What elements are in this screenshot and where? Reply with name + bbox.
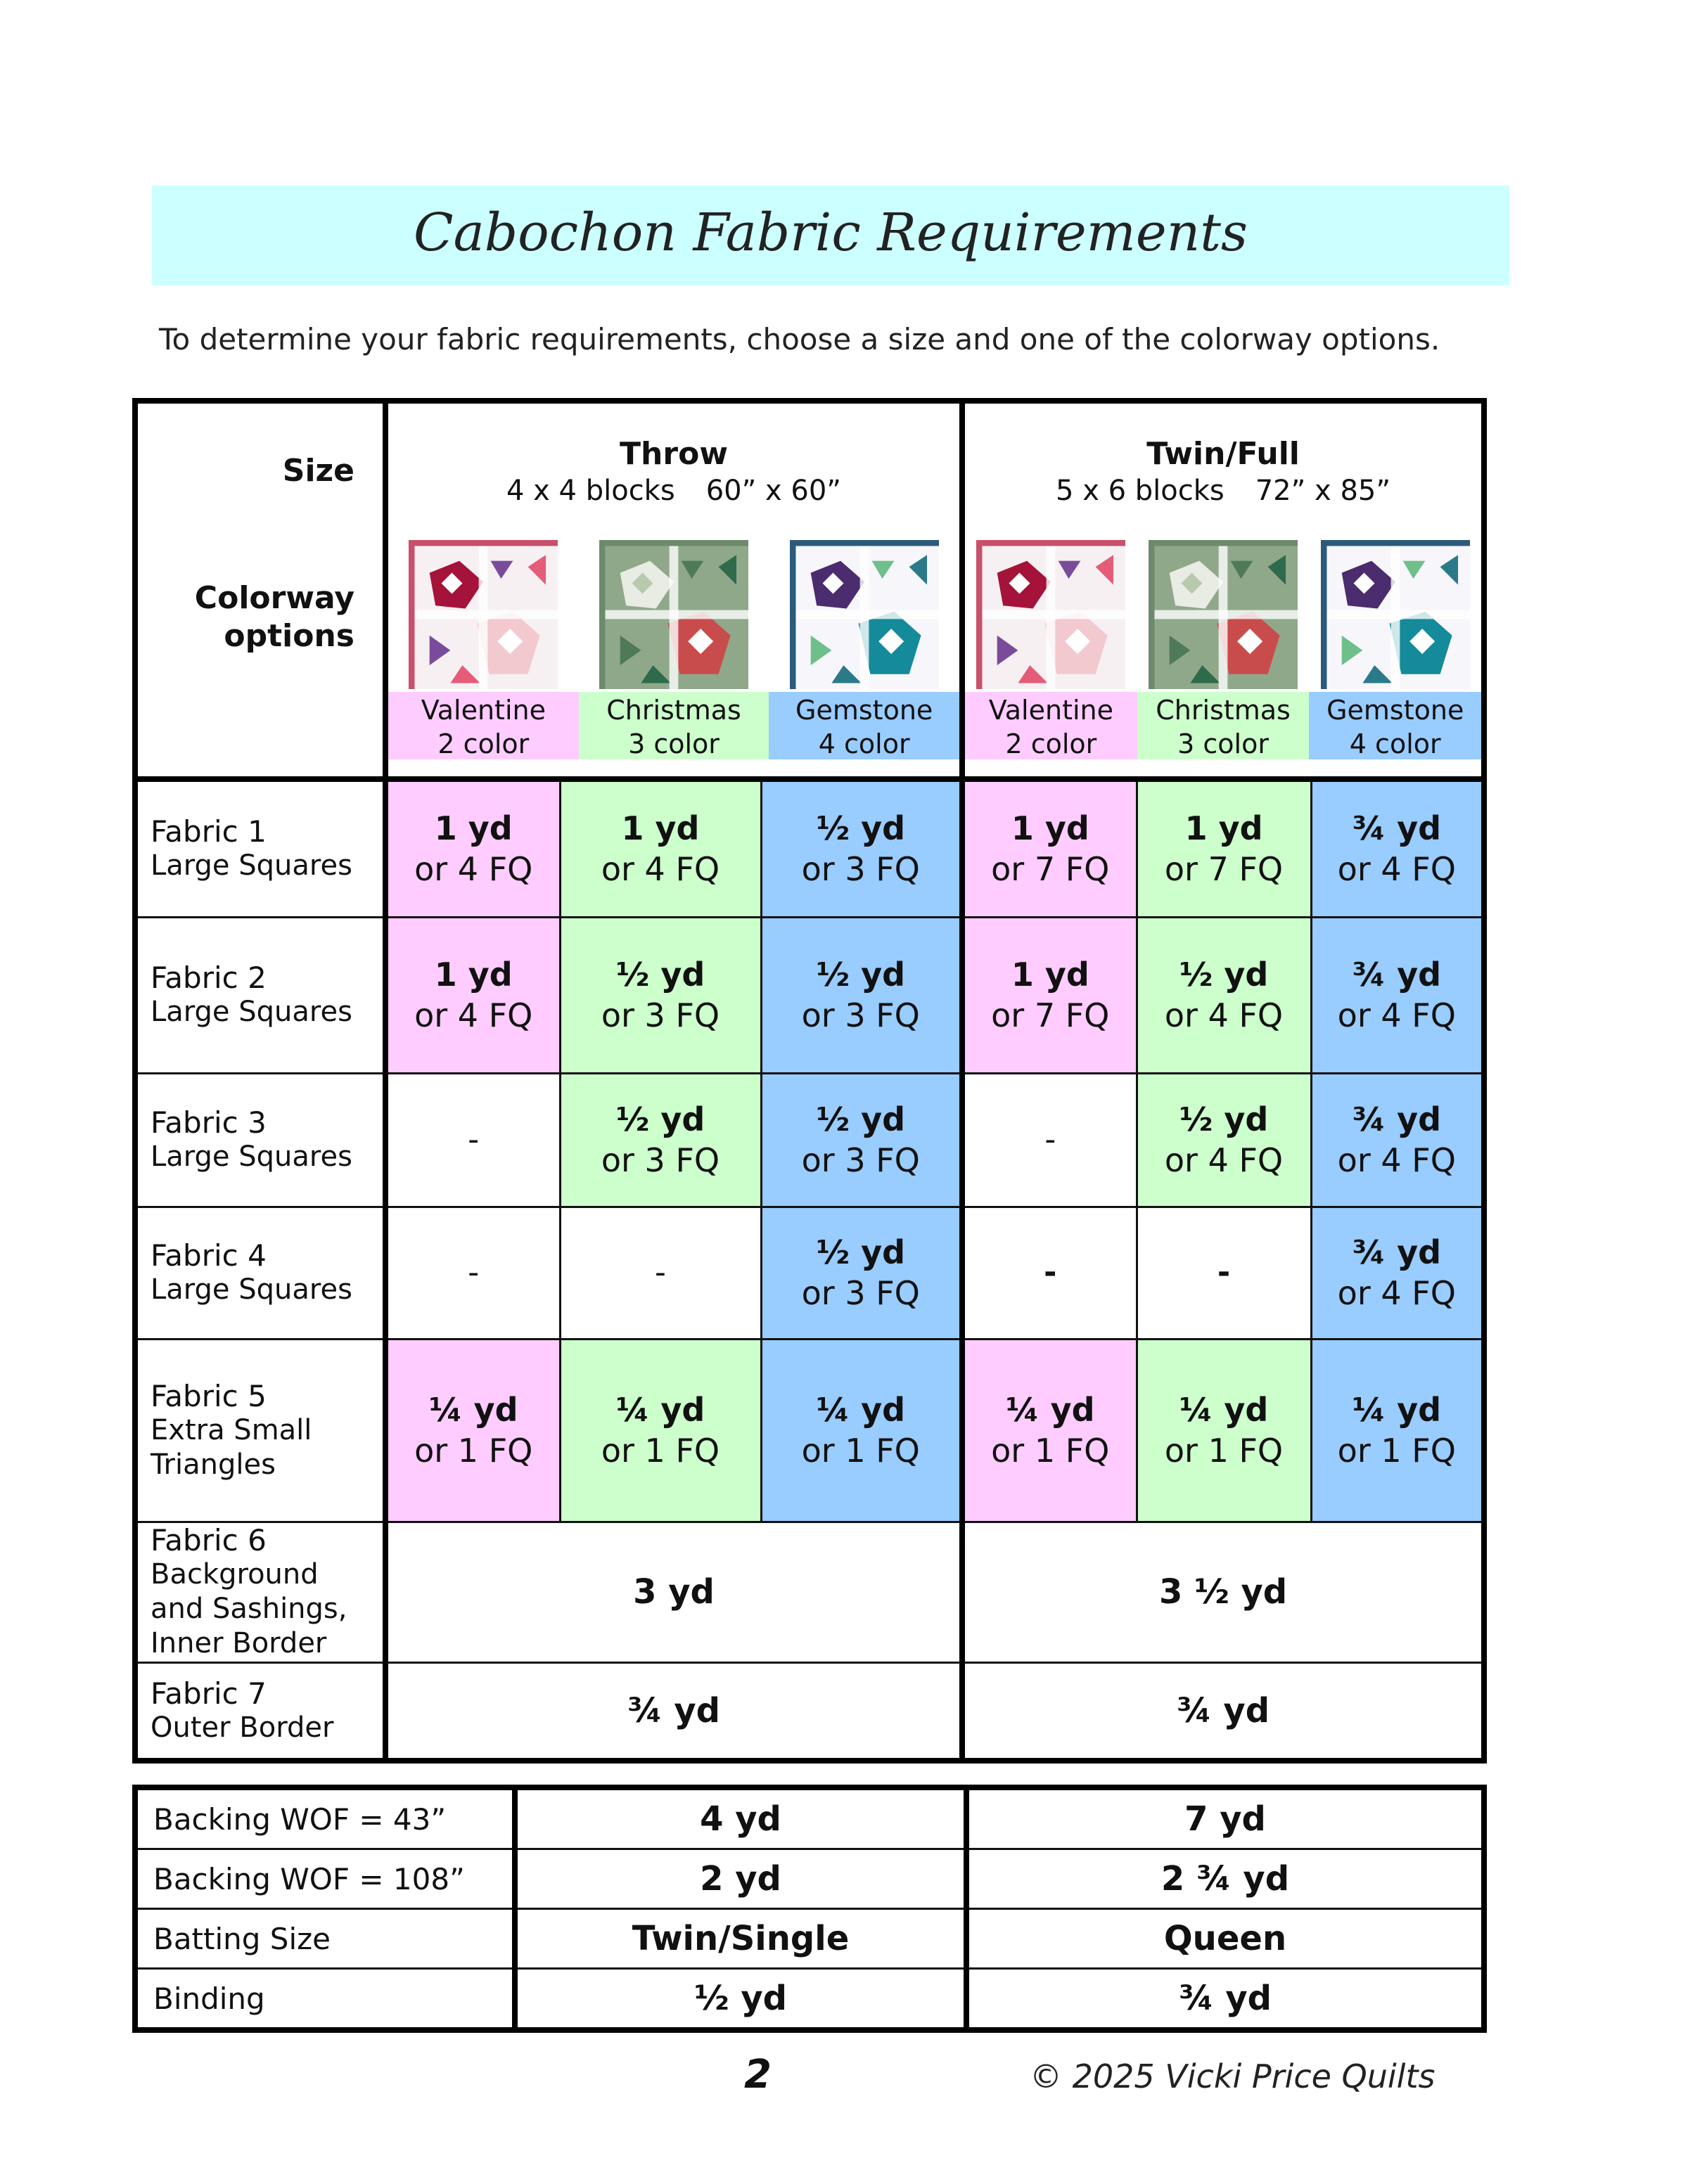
req-cell: 1 yd or 4 FQ (385, 779, 560, 917)
twin-value: 7 yd (966, 1787, 1484, 1849)
header-label-cell (135, 401, 385, 779)
table-row (135, 917, 1484, 1073)
table-row (135, 779, 1484, 917)
req-cell: 1 yd or 4 FQ (385, 917, 560, 1073)
table-row (135, 1073, 1484, 1207)
table-row (135, 1787, 1484, 1849)
req-cell: ¼ yd or 1 FQ (1137, 1339, 1311, 1522)
christmas-swatch-image (1149, 540, 1298, 689)
size-name: Twin/Full (1146, 436, 1300, 472)
req-cell: ½ yd or 3 FQ (761, 779, 962, 917)
table-row (135, 1207, 1484, 1339)
colorway-label-gemstone: Gemstone 4 color (1309, 692, 1481, 759)
backing-table (132, 1785, 1487, 2033)
throw-value: ½ yd (515, 1969, 966, 2031)
req-cell: ¾ yd or 4 FQ (1311, 1207, 1484, 1339)
req-cell: ¼ yd or 1 FQ (385, 1339, 560, 1522)
row-label: Fabric 1 Large Squares (135, 779, 385, 917)
table-row (135, 1849, 1484, 1909)
req-cell: ½ yd or 3 FQ (560, 917, 761, 1073)
req-cell: ¾ yd or 4 FQ (1311, 779, 1484, 917)
req-cell: ¼ yd or 1 FQ (560, 1339, 761, 1522)
size-blocks: 5 x 6 blocks (1056, 475, 1225, 507)
twin-requirement: ¾ yd (962, 1662, 1484, 1761)
req-cell-empty: - (962, 1207, 1137, 1339)
twin-value: ¾ yd (966, 1969, 1484, 2031)
row-label: Fabric 3 Large Squares (135, 1073, 385, 1207)
throw-value: Twin/Single (515, 1909, 966, 1969)
req-cell: ½ yd or 3 FQ (761, 1073, 962, 1207)
table-row (135, 1909, 1484, 1969)
size-header-throw (385, 401, 962, 779)
colorway-label-christmas: Christmas 3 color (1137, 692, 1310, 759)
backing-label: Backing WOF = 43” (135, 1787, 515, 1849)
size-label: Size (282, 453, 354, 489)
table-row (135, 1662, 1484, 1761)
intro-text: To determine your fabric requirements, choose a size and one of the colorway options. (159, 322, 1440, 356)
req-cell: ¾ yd or 4 FQ (1311, 1073, 1484, 1207)
twin-value: Queen (966, 1909, 1484, 1969)
colorway-swatches (388, 537, 959, 692)
christmas-swatch-image (599, 540, 748, 689)
page-title: Cabochon Fabric Requirements (413, 203, 1248, 263)
req-cell-empty: - (385, 1207, 560, 1339)
backing-label: Backing WOF = 108” (135, 1849, 515, 1909)
row-label: Fabric 2 Large Squares (135, 917, 385, 1073)
colorway-label: Colorway options (194, 580, 354, 654)
req-cell: ¼ yd or 1 FQ (761, 1339, 962, 1522)
req-cell: ½ yd or 3 FQ (761, 1207, 962, 1339)
req-cell: ¼ yd or 1 FQ (962, 1339, 1137, 1522)
req-cell: ¼ yd or 1 FQ (1311, 1339, 1484, 1522)
req-cell: ½ yd or 4 FQ (1137, 1073, 1311, 1207)
table-row (135, 1969, 1484, 2031)
size-dims: 60” x 60” (705, 475, 842, 507)
valentine-swatch-image (409, 540, 558, 689)
twin-value: 2 ¾ yd (966, 1849, 1484, 1909)
size-header-twin (962, 401, 1484, 779)
row-label: Fabric 6 Background and Sashings, Inner Border (135, 1522, 385, 1662)
title-banner (152, 186, 1509, 285)
req-cell: 1 yd or 7 FQ (962, 917, 1137, 1073)
gemstone-swatch-image (790, 540, 939, 689)
row-label: Fabric 4 Large Squares (135, 1207, 385, 1339)
valentine-swatch-image (976, 540, 1125, 689)
req-cell-empty: - (1137, 1207, 1311, 1339)
throw-requirement: 3 yd (385, 1522, 962, 1662)
colorway-label-christmas: Christmas 3 color (579, 692, 769, 759)
row-label: Fabric 5 Extra Small Triangles (135, 1339, 385, 1522)
req-cell: 1 yd or 4 FQ (560, 779, 761, 917)
size-name: Throw (620, 436, 728, 472)
req-cell-empty: - (962, 1073, 1137, 1207)
twin-requirement: 3 ½ yd (962, 1522, 1484, 1662)
size-blocks: 4 x 4 blocks (506, 475, 675, 507)
colorway-label-valentine: Valentine 2 color (388, 692, 579, 759)
req-cell-empty: - (385, 1073, 560, 1207)
size-dims: 72” x 85” (1255, 475, 1391, 507)
req-cell: ½ yd or 3 FQ (560, 1073, 761, 1207)
table-row (135, 1522, 1484, 1662)
throw-requirement: ¾ yd (385, 1662, 962, 1761)
gemstone-swatch-image (1321, 540, 1470, 689)
table-row (135, 1339, 1484, 1522)
binding-label: Binding (135, 1969, 515, 2031)
req-cell: ½ yd or 4 FQ (1137, 917, 1311, 1073)
batting-label: Batting Size (135, 1909, 515, 1969)
req-cell: 1 yd or 7 FQ (1137, 779, 1311, 917)
req-cell: ¾ yd or 4 FQ (1311, 917, 1484, 1073)
req-cell-empty: - (560, 1207, 761, 1339)
page-number: 2 (744, 2052, 772, 2098)
throw-value: 4 yd (515, 1787, 966, 1849)
row-label: Fabric 7 Outer Border (135, 1662, 385, 1761)
copyright: © 2025 Vicki Price Quilts (1030, 2057, 1436, 2095)
colorway-label-gemstone: Gemstone 4 color (769, 692, 959, 759)
fabric-requirements-table (132, 398, 1487, 1764)
colorway-swatches (965, 537, 1481, 692)
colorway-label-valentine: Valentine 2 color (965, 692, 1137, 759)
req-cell: ½ yd or 3 FQ (761, 917, 962, 1073)
req-cell: 1 yd or 7 FQ (962, 779, 1137, 917)
throw-value: 2 yd (515, 1849, 966, 1909)
